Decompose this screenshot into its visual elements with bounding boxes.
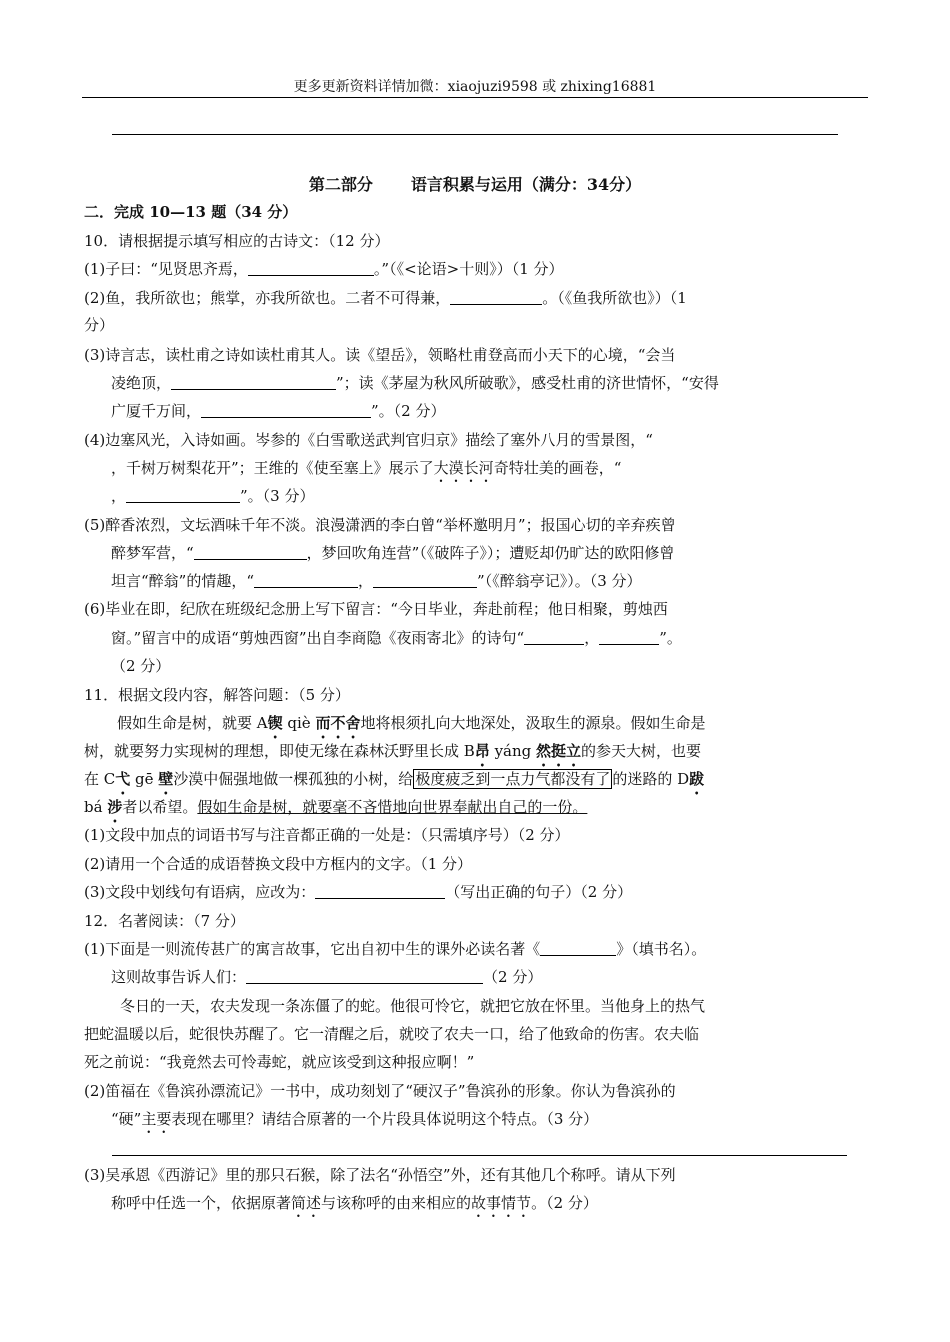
q10-6: (6)毕业在即，纪欣在班级纪念册上写下留言：“今日毕业，奔赴前程；他日相聚，剪烛西 xyxy=(84,600,668,618)
q10-3: (3)诗言志，读杜甫之诗如读杜甫其人。读《望岳》，领略杜甫登高而小天下的心境，“会当 xyxy=(84,346,676,364)
section-name: 语言积累与运用（满分：34分） xyxy=(410,175,642,194)
q11-3: (3)文段中划线句有语病，应改为： （写出正确的句子）（2 分） xyxy=(84,883,633,901)
q10-3-cont2: 广厦千万间， ”。（2 分） xyxy=(111,402,446,420)
q10-2-cont: 分） xyxy=(84,316,115,334)
page-header: 更多更新资料详情加微：xiaojuzi9598 或 zhixing16881 xyxy=(293,79,657,95)
q10-5-cont2: 坦言“醉翁”的情趣，“ ， ”（《醉翁亭记》）。（3 分） xyxy=(111,572,642,590)
fill-blank[interactable] xyxy=(450,289,542,305)
q10-5-cont: 醉梦军营，“ ，梦回吹角连营”（《破阵子》）；遭贬却仍旷达的欧阳修曾 xyxy=(111,544,675,562)
fable-1: 冬日的一天，农夫发现一条冻僵了的蛇。他很可怜它，就把它放在怀里。当他身上的热气 xyxy=(120,997,706,1015)
q10-stem: 10．请根据提示填写相应的古诗文：（12 分） xyxy=(84,232,390,250)
header-rule xyxy=(82,97,868,98)
fill-blank[interactable] xyxy=(201,402,371,418)
fill-blank[interactable] xyxy=(540,940,616,956)
fill-blank[interactable] xyxy=(248,260,374,276)
q10-4-cont2: ， ”。（3 分） xyxy=(111,487,315,505)
q11-passage-1: 假如生命是树，就要 A锲 qiè 而不舍地将根须扎向大地深处，汲取生的源泉。假如生命是 xyxy=(117,714,706,732)
underlined-sentence: 假如生命是树，就要毫不吝惜地向世界奉献出自己的一份。 xyxy=(197,798,588,816)
fill-blank[interactable] xyxy=(171,374,336,390)
q10-3-cont: 凌绝顶， ”；读《茅屋为秋风所破歌》，感受杜甫的济世情怀，“安得 xyxy=(111,374,719,392)
q12-3: (3)吴承恩《西游记》里的那只石猴，除了法名“孙悟空”外，还有其他几个称呼。请从下列 xyxy=(84,1166,676,1184)
boxed-phrase: 极度疲乏到一点力气都没有了 xyxy=(415,770,611,788)
q12-stem: 12．名著阅读：（7 分） xyxy=(84,912,245,930)
q10-2: (2)鱼，我所欲也；熊掌，亦我所欲也。二者不可得兼， 。（《鱼我所欲也》）（1 xyxy=(84,289,687,307)
q10-5: (5)醉香浓烈，文坛酒味千年不淡。浪漫潇洒的李白曾“举杯邀明月”；报国心切的辛弃疾曾 xyxy=(84,516,676,534)
q11-passage-2: 树，就要努力实现树的理想，即使无缘在森林沃野里长成 B昂 yáng 然挺立的参天大树，也要 xyxy=(84,742,702,760)
fill-blank[interactable] xyxy=(126,487,240,503)
section-title xyxy=(0,172,950,195)
q12-2-cont: “硬”主要表现在哪里？请结合原著的一个片段具体说明这个特点。（3 分） xyxy=(111,1110,599,1128)
q10-4-cont: ，千树万树梨花开”；王维的《使至塞上》展示了大漠长河奇特壮美的画卷，“ xyxy=(111,459,622,477)
q12-1: (1)下面是一则流传甚广的寓言故事，它出自初中生的课外必读名著《 》（填书名）。 xyxy=(84,940,707,958)
q10-4: (4)边塞风光，入诗如画。岑参的《白雪歌送武判官归京》描绘了塞外八月的雪景图，“ xyxy=(84,431,653,449)
q10-6-score: （2 分） xyxy=(111,657,171,675)
fill-blank[interactable] xyxy=(524,629,584,645)
part-heading: 二．完成 10—13 题（34 分） xyxy=(84,203,298,221)
fable-3: 死之前说：“我竟然去可怜毒蛇，就应该受到这种报应啊！” xyxy=(84,1053,475,1071)
q12-3-cont: 称呼中任选一个，依据原著简述与该称呼的由来相应的故事情节。（2 分） xyxy=(111,1194,598,1212)
q11-passage-3: 在 C弋 gē 壁沙漠中倔强地做一棵孤独的小树，给 极度疲乏到一点力气都没有了 的迷路的 D跋 xyxy=(84,770,705,788)
q10-1: (1)子曰：“见贤思齐焉， 。”（《<论语>十则》）（1 分） xyxy=(84,260,564,278)
q11-1: (1)文段中加点的词语书写与注音都正确的一处是：（只需填序号）（2 分） xyxy=(84,826,570,844)
q11-2: (2)请用一个合适的成语替换文段中方框内的文字。（1 分） xyxy=(84,855,473,873)
fill-blank[interactable] xyxy=(599,629,659,645)
answer-line[interactable] xyxy=(112,1155,847,1156)
fill-blank[interactable] xyxy=(254,572,358,588)
q12-1-cont: 这则故事告诉人们： （2 分） xyxy=(111,968,543,986)
fill-blank[interactable] xyxy=(315,883,445,899)
section-part: 第二部分 xyxy=(308,175,373,194)
q11-stem: 11．根据文段内容，解答问题：（5 分） xyxy=(84,686,350,704)
fill-blank[interactable] xyxy=(194,544,307,560)
q11-passage-4: bá 涉者以希望。假如生命是树，就要毫不吝惜地向世界奉献出自己的一份。 xyxy=(84,798,588,816)
answer-rule-top xyxy=(112,134,838,135)
q10-6-cont: 窗。”留言中的成语“剪烛西窗”出自李商隐《夜雨寄北》的诗句“ ， ”。 xyxy=(111,629,682,647)
fable-2: 把蛇温暖以后，蛇很快苏醒了。它一清醒之后，就咬了农夫一口，给了他致命的伤害。农夫临 xyxy=(84,1025,700,1043)
fill-blank[interactable] xyxy=(373,572,477,588)
fill-blank[interactable] xyxy=(246,968,483,984)
q12-2: (2)笛福在《鲁滨孙漂流记》一书中，成功刻划了“硬汉子”鲁滨孙的形象。你认为鲁滨孙的 xyxy=(84,1082,676,1100)
